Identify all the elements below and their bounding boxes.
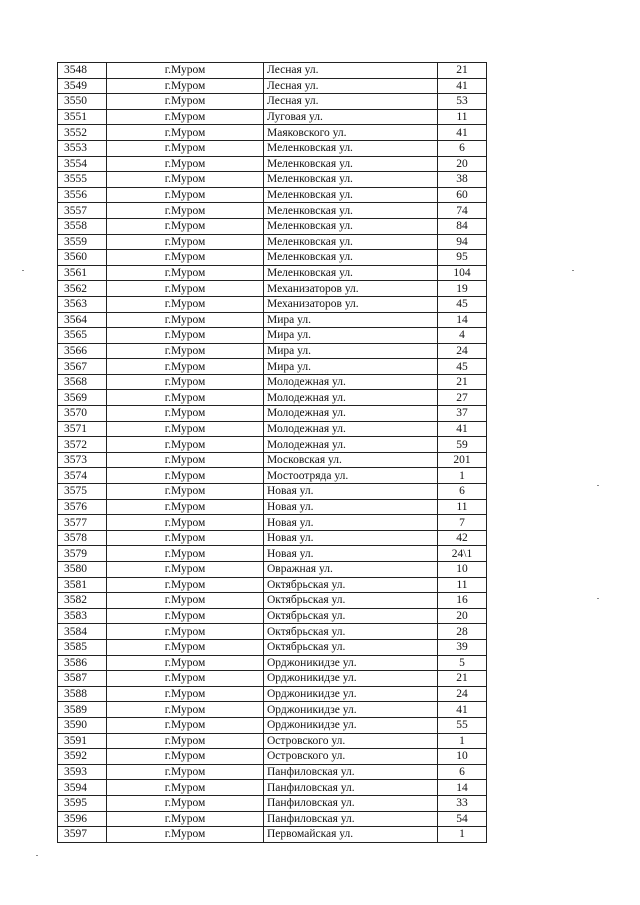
table-row (58, 515, 487, 531)
city-cell: г.Муром (107, 515, 264, 531)
table-row (58, 359, 487, 375)
table-row (58, 749, 487, 765)
row-number-cell: 3586 (58, 655, 107, 671)
table-row (58, 78, 487, 94)
house-number-cell: 4 (438, 328, 487, 344)
street-cell: Меленковская ул. (264, 234, 438, 250)
street-cell: Мостоотряда ул. (264, 468, 438, 484)
street-cell: Меленковская ул. (264, 172, 438, 188)
table-row (58, 265, 487, 281)
table-row (58, 499, 487, 515)
city-cell: г.Муром (107, 795, 264, 811)
city-cell: г.Муром (107, 328, 264, 344)
street-cell: Механизаторов ул. (264, 281, 438, 297)
street-cell: Октябрьская ул. (264, 593, 438, 609)
city-cell: г.Муром (107, 811, 264, 827)
house-number-cell: 21 (438, 374, 487, 390)
row-number-cell: 3588 (58, 686, 107, 702)
city-cell: г.Муром (107, 468, 264, 484)
street-cell: Меленковская ул. (264, 203, 438, 219)
city-cell: г.Муром (107, 374, 264, 390)
table-row (58, 608, 487, 624)
street-cell: Мира ул. (264, 312, 438, 328)
row-number-cell: 3595 (58, 795, 107, 811)
table-row (58, 94, 487, 110)
table-row (58, 109, 487, 125)
row-number-cell: 3567 (58, 359, 107, 375)
row-number-cell: 3554 (58, 156, 107, 172)
street-cell: Орджоникидзе ул. (264, 686, 438, 702)
house-number-cell: 53 (438, 94, 487, 110)
row-number-cell: 3578 (58, 530, 107, 546)
table-row (58, 156, 487, 172)
row-number-cell: 3555 (58, 172, 107, 188)
row-number-cell: 3571 (58, 421, 107, 437)
row-number-cell: 3596 (58, 811, 107, 827)
row-number-cell: 3549 (58, 78, 107, 94)
street-cell: Панфиловская ул. (264, 795, 438, 811)
house-number-cell: 42 (438, 530, 487, 546)
city-cell: г.Муром (107, 140, 264, 156)
table-row (58, 593, 487, 609)
house-number-cell: 84 (438, 218, 487, 234)
city-cell: г.Муром (107, 312, 264, 328)
city-cell: г.Муром (107, 406, 264, 422)
city-cell: г.Муром (107, 546, 264, 562)
table-row (58, 312, 487, 328)
city-cell: г.Муром (107, 639, 264, 655)
row-number-cell: 3552 (58, 125, 107, 141)
house-number-cell: 5 (438, 655, 487, 671)
city-cell: г.Муром (107, 343, 264, 359)
table-row (58, 624, 487, 640)
row-number-cell: 3570 (58, 406, 107, 422)
city-cell: г.Муром (107, 671, 264, 687)
row-number-cell: 3559 (58, 234, 107, 250)
city-cell: г.Муром (107, 218, 264, 234)
city-cell: г.Муром (107, 764, 264, 780)
table-row (58, 172, 487, 188)
house-number-cell: 41 (438, 78, 487, 94)
row-number-cell: 3560 (58, 250, 107, 266)
house-number-cell: 37 (438, 406, 487, 422)
row-number-cell: 3568 (58, 374, 107, 390)
row-number-cell: 3580 (58, 562, 107, 578)
house-number-cell: 24\1 (438, 546, 487, 562)
house-number-cell: 45 (438, 359, 487, 375)
row-number-cell: 3594 (58, 780, 107, 796)
table-row (58, 546, 487, 562)
table-row (58, 795, 487, 811)
row-number-cell: 3572 (58, 437, 107, 453)
city-cell: г.Муром (107, 78, 264, 94)
table-row (58, 218, 487, 234)
row-number-cell: 3579 (58, 546, 107, 562)
table-row (58, 562, 487, 578)
city-cell: г.Муром (107, 577, 264, 593)
house-number-cell: 33 (438, 795, 487, 811)
house-number-cell: 74 (438, 203, 487, 219)
house-number-cell: 16 (438, 593, 487, 609)
row-number-cell: 3563 (58, 296, 107, 312)
scan-speck (572, 270, 574, 271)
house-number-cell: 24 (438, 343, 487, 359)
row-number-cell: 3550 (58, 94, 107, 110)
city-cell: г.Муром (107, 733, 264, 749)
house-number-cell: 94 (438, 234, 487, 250)
street-cell: Молодежная ул. (264, 390, 438, 406)
scan-speck (36, 855, 38, 856)
house-number-cell: 39 (438, 639, 487, 655)
house-number-cell: 54 (438, 811, 487, 827)
city-cell: г.Муром (107, 421, 264, 437)
street-cell: Меленковская ул. (264, 265, 438, 281)
street-cell: Орджоникидзе ул. (264, 655, 438, 671)
table-row (58, 686, 487, 702)
table-row (58, 328, 487, 344)
table-row (58, 296, 487, 312)
house-number-cell: 1 (438, 468, 487, 484)
table-row (58, 250, 487, 266)
street-cell: Октябрьская ул. (264, 639, 438, 655)
row-number-cell: 3562 (58, 281, 107, 297)
city-cell: г.Муром (107, 499, 264, 515)
house-number-cell: 1 (438, 827, 487, 843)
street-cell: Орджоникидзе ул. (264, 717, 438, 733)
house-number-cell: 20 (438, 156, 487, 172)
street-cell: Октябрьская ул. (264, 624, 438, 640)
city-cell: г.Муром (107, 296, 264, 312)
city-cell: г.Муром (107, 390, 264, 406)
street-cell: Лесная ул. (264, 78, 438, 94)
city-cell: г.Муром (107, 203, 264, 219)
city-cell: г.Муром (107, 156, 264, 172)
street-cell: Орджоникидзе ул. (264, 702, 438, 718)
table-row (58, 717, 487, 733)
house-number-cell: 59 (438, 437, 487, 453)
row-number-cell: 3585 (58, 639, 107, 655)
house-number-cell: 104 (438, 265, 487, 281)
street-cell: Октябрьская ул. (264, 608, 438, 624)
table-row (58, 281, 487, 297)
house-number-cell: 38 (438, 172, 487, 188)
table-row (58, 639, 487, 655)
row-number-cell: 3581 (58, 577, 107, 593)
street-cell: Луговая ул. (264, 109, 438, 125)
table-row (58, 406, 487, 422)
city-cell: г.Муром (107, 265, 264, 281)
city-cell: г.Муром (107, 702, 264, 718)
house-number-cell: 11 (438, 577, 487, 593)
row-number-cell: 3558 (58, 218, 107, 234)
house-number-cell: 10 (438, 562, 487, 578)
house-number-cell: 201 (438, 452, 487, 468)
city-cell: г.Муром (107, 234, 264, 250)
house-number-cell: 41 (438, 421, 487, 437)
house-number-cell: 60 (438, 187, 487, 203)
city-cell: г.Муром (107, 359, 264, 375)
street-cell: Лесная ул. (264, 63, 438, 79)
address-table-body (58, 63, 487, 843)
table-row (58, 203, 487, 219)
row-number-cell: 3564 (58, 312, 107, 328)
city-cell: г.Муром (107, 281, 264, 297)
street-cell: Новая ул. (264, 499, 438, 515)
house-number-cell: 10 (438, 749, 487, 765)
city-cell: г.Муром (107, 250, 264, 266)
table-row (58, 343, 487, 359)
house-number-cell: 7 (438, 515, 487, 531)
table-row (58, 733, 487, 749)
row-number-cell: 3551 (58, 109, 107, 125)
street-cell: Механизаторов ул. (264, 296, 438, 312)
house-number-cell: 21 (438, 63, 487, 79)
city-cell: г.Муром (107, 624, 264, 640)
house-number-cell: 28 (438, 624, 487, 640)
row-number-cell: 3591 (58, 733, 107, 749)
city-cell: г.Муром (107, 717, 264, 733)
house-number-cell: 55 (438, 717, 487, 733)
street-cell: Московская ул. (264, 452, 438, 468)
row-number-cell: 3592 (58, 749, 107, 765)
street-cell: Мира ул. (264, 359, 438, 375)
table-row (58, 780, 487, 796)
row-number-cell: 3587 (58, 671, 107, 687)
row-number-cell: 3556 (58, 187, 107, 203)
house-number-cell: 11 (438, 109, 487, 125)
street-cell: Панфиловская ул. (264, 780, 438, 796)
city-cell: г.Муром (107, 749, 264, 765)
street-cell: Новая ул. (264, 484, 438, 500)
street-cell: Меленковская ул. (264, 250, 438, 266)
city-cell: г.Муром (107, 608, 264, 624)
street-cell: Новая ул. (264, 515, 438, 531)
house-number-cell: 21 (438, 671, 487, 687)
street-cell: Молодежная ул. (264, 437, 438, 453)
house-number-cell: 14 (438, 312, 487, 328)
street-cell: Первомайская ул. (264, 827, 438, 843)
table-row (58, 452, 487, 468)
city-cell: г.Муром (107, 452, 264, 468)
table-row (58, 125, 487, 141)
street-cell: Лесная ул. (264, 94, 438, 110)
row-number-cell: 3583 (58, 608, 107, 624)
table-row (58, 390, 487, 406)
city-cell: г.Муром (107, 827, 264, 843)
house-number-cell: 45 (438, 296, 487, 312)
street-cell: Орджоникидзе ул. (264, 671, 438, 687)
table-row (58, 140, 487, 156)
city-cell: г.Муром (107, 593, 264, 609)
house-number-cell: 41 (438, 125, 487, 141)
city-cell: г.Муром (107, 172, 264, 188)
street-cell: Молодежная ул. (264, 406, 438, 422)
scan-speck (597, 598, 599, 599)
table-row (58, 827, 487, 843)
street-cell: Молодежная ул. (264, 421, 438, 437)
row-number-cell: 3569 (58, 390, 107, 406)
table-row (58, 577, 487, 593)
row-number-cell: 3566 (58, 343, 107, 359)
city-cell: г.Муром (107, 437, 264, 453)
house-number-cell: 41 (438, 702, 487, 718)
city-cell: г.Муром (107, 94, 264, 110)
street-cell: Меленковская ул. (264, 156, 438, 172)
table-row (58, 63, 487, 79)
street-cell: Островского ул. (264, 733, 438, 749)
house-number-cell: 1 (438, 733, 487, 749)
row-number-cell: 3590 (58, 717, 107, 733)
house-number-cell: 6 (438, 140, 487, 156)
street-cell: Новая ул. (264, 546, 438, 562)
row-number-cell: 3575 (58, 484, 107, 500)
table-row (58, 702, 487, 718)
city-cell: г.Муром (107, 187, 264, 203)
table-row (58, 671, 487, 687)
row-number-cell: 3582 (58, 593, 107, 609)
row-number-cell: 3597 (58, 827, 107, 843)
street-cell: Мира ул. (264, 328, 438, 344)
scan-speck (22, 270, 24, 271)
house-number-cell: 19 (438, 281, 487, 297)
row-number-cell: 3553 (58, 140, 107, 156)
table-row (58, 187, 487, 203)
table-row (58, 437, 487, 453)
row-number-cell: 3565 (58, 328, 107, 344)
city-cell: г.Муром (107, 562, 264, 578)
street-cell: Овражная ул. (264, 562, 438, 578)
table-row (58, 421, 487, 437)
city-cell: г.Муром (107, 530, 264, 546)
street-cell: Панфиловская ул. (264, 764, 438, 780)
table-row (58, 484, 487, 500)
city-cell: г.Муром (107, 655, 264, 671)
house-number-cell: 95 (438, 250, 487, 266)
house-number-cell: 11 (438, 499, 487, 515)
row-number-cell: 3548 (58, 63, 107, 79)
table-row (58, 811, 487, 827)
row-number-cell: 3589 (58, 702, 107, 718)
house-number-cell: 14 (438, 780, 487, 796)
row-number-cell: 3574 (58, 468, 107, 484)
street-cell: Новая ул. (264, 530, 438, 546)
street-cell: Октябрьская ул. (264, 577, 438, 593)
row-number-cell: 3576 (58, 499, 107, 515)
scan-speck (597, 485, 599, 486)
table-row (58, 234, 487, 250)
city-cell: г.Муром (107, 63, 264, 79)
street-cell: Маяковского ул. (264, 125, 438, 141)
city-cell: г.Муром (107, 686, 264, 702)
street-cell: Островского ул. (264, 749, 438, 765)
city-cell: г.Муром (107, 109, 264, 125)
address-table (57, 62, 487, 843)
house-number-cell: 27 (438, 390, 487, 406)
city-cell: г.Муром (107, 780, 264, 796)
street-cell: Мира ул. (264, 343, 438, 359)
row-number-cell: 3573 (58, 452, 107, 468)
house-number-cell: 6 (438, 484, 487, 500)
street-cell: Меленковская ул. (264, 187, 438, 203)
street-cell: Меленковская ул. (264, 140, 438, 156)
row-number-cell: 3593 (58, 764, 107, 780)
city-cell: г.Муром (107, 484, 264, 500)
row-number-cell: 3577 (58, 515, 107, 531)
row-number-cell: 3584 (58, 624, 107, 640)
house-number-cell: 24 (438, 686, 487, 702)
table-row (58, 530, 487, 546)
table-row (58, 468, 487, 484)
row-number-cell: 3561 (58, 265, 107, 281)
street-cell: Панфиловская ул. (264, 811, 438, 827)
table-row (58, 655, 487, 671)
house-number-cell: 6 (438, 764, 487, 780)
table-row (58, 374, 487, 390)
city-cell: г.Муром (107, 125, 264, 141)
row-number-cell: 3557 (58, 203, 107, 219)
house-number-cell: 20 (438, 608, 487, 624)
street-cell: Молодежная ул. (264, 374, 438, 390)
table-row (58, 764, 487, 780)
street-cell: Меленковская ул. (264, 218, 438, 234)
